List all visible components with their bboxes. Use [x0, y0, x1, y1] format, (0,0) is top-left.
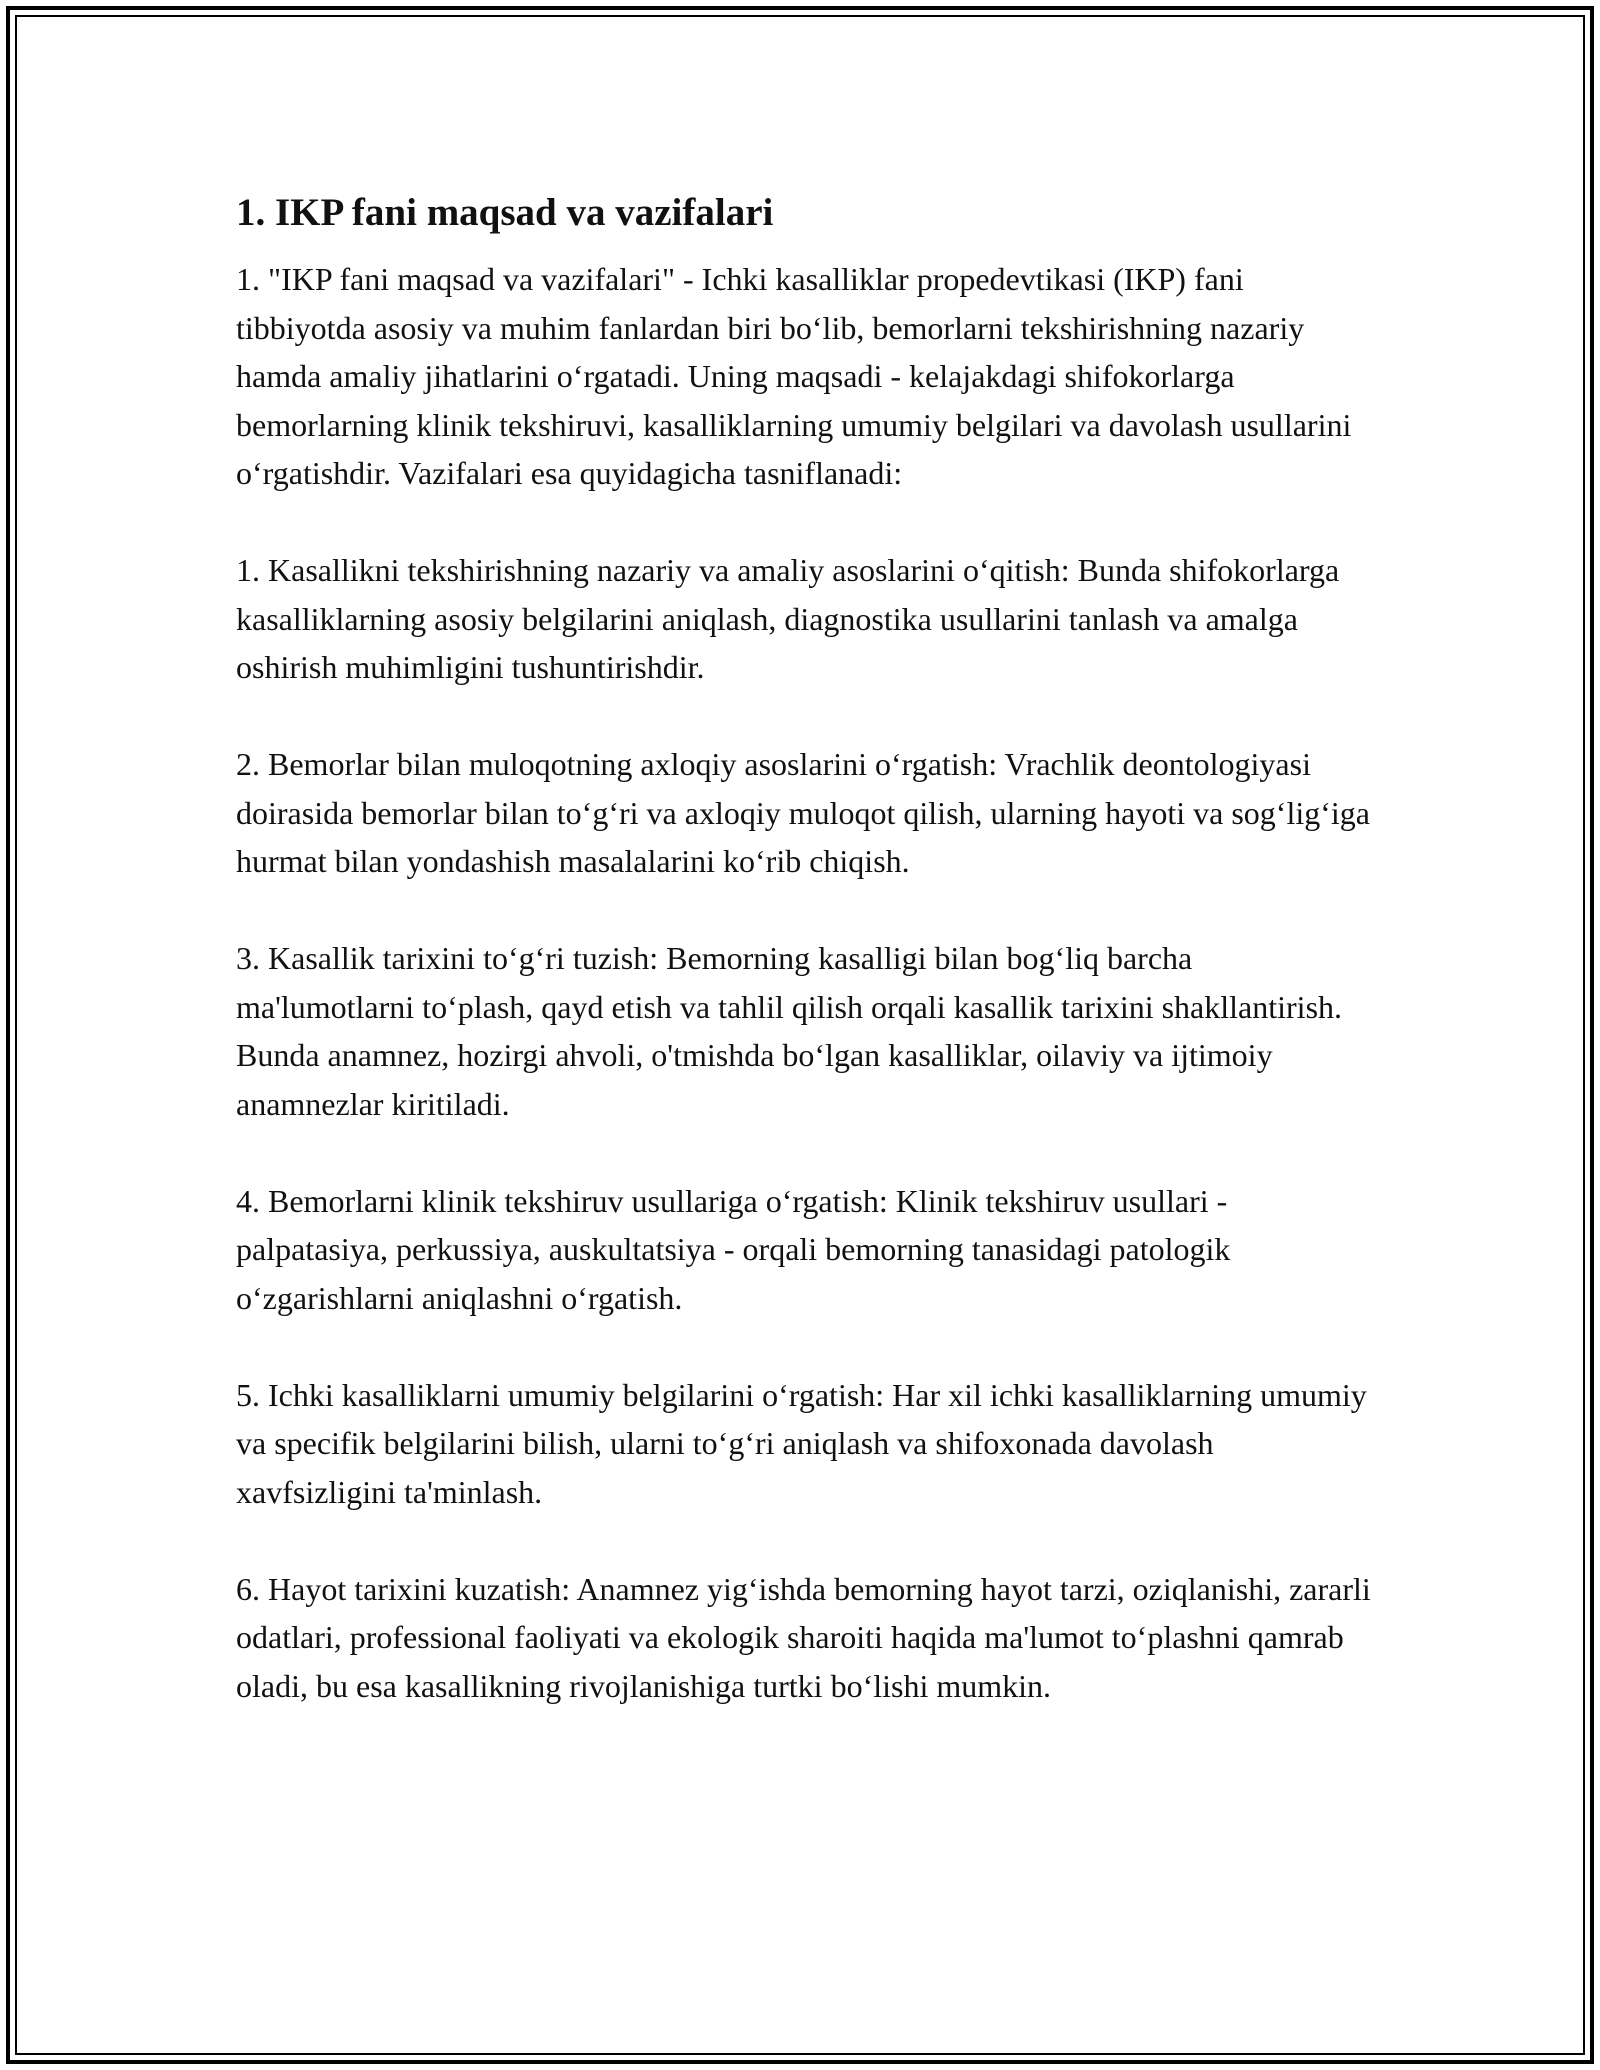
document-content [236, 185, 1376, 1710]
task-paragraph-3: 3. Kasallik tarixini to‘g‘ri tuzish: Bemorning kasalligi bilan bog‘liq barcha ma'lumotlarni to‘plash, qayd etish va tahlil qilish orqali kasallik tarixini shakllantirish. Bunda anamnez, hozirgi ahvoli, o'tmishda bo‘lgan kasalliklar, oilaviy va ijtimoiy anamnezlar kiritiladi. [236, 940, 1343, 1122]
task-paragraph-1: 1. Kasallikni tekshirishning nazariy va amaliy asoslarini o‘qitish: Bunda shifokorlarga kasalliklarning asosiy belgilarini aniqlash, diagnostika usullarini tanlash va amalga oshirish muhimligini tushuntirishdir. [236, 552, 1340, 685]
task-paragraph-4: 4. Bemorlarni klinik tekshiruv usullariga o‘rgatish: Klinik tekshiruv usullari - palpatasiya, perkussiya, auskultatsiya - orqali bemorning tanasidagi patologik o‘zgarishlarni aniqlashni o‘rgatish. [236, 1182, 1231, 1316]
task-paragraph-6: 6. Hayot tarixini kuzatish: Anamnez yig‘ishda bemorning hayot tarzi, oziqlanishi, zararli odatlari, professional faoliyati va ekologik sharoiti haqida ma'lumot to‘plashni qamrab oladi, bu esa kasallikning rivojlanishiga turtki bo‘lishi mumkin. [236, 1570, 1371, 1704]
intro-paragraph: 1. "IKP fani maqsad va vazifalari" - Ichki kasalliklar propedevtikasi (IKP) fani tibbiyotda asosiy va muhim fanlardan biri bo‘lib, bemorlarni tekshirishning nazariy hamda amaliy jihatlarini o‘rgatadi. Uning maqsadi - kelajakdagi shifokorlarga bemorlarning klinik tekshiruvi, kasalliklarning umumiy belgilari va davolash usullarini o‘rgatishdir. Vazifalari esa quyidagicha tasniflanadi: [236, 261, 1352, 491]
document-title: 1. IKP fani maqsad va vazifalari [236, 191, 774, 234]
task-paragraph-2: 2. Bemorlar bilan muloqotning axloqiy asoslarini o‘rgatish: Vrachlik deontologiyasi doirasida bemorlar bilan to‘g‘ri va axloqiy muloqot qilish, ularning hayoti va sog‘lig‘iga hurmat bilan yondashish masalalarini ko‘rib chiqish. [236, 746, 1370, 879]
task-paragraph-5: 5. Ichki kasalliklarni umumiy belgilarini o‘rgatish: Har xil ichki kasalliklarning umumiy va specifik belgilarini bilish, ularni to‘g‘ri aniqlash va shifoxonada davolash xavfsizligini ta'minlash. [236, 1376, 1367, 1510]
